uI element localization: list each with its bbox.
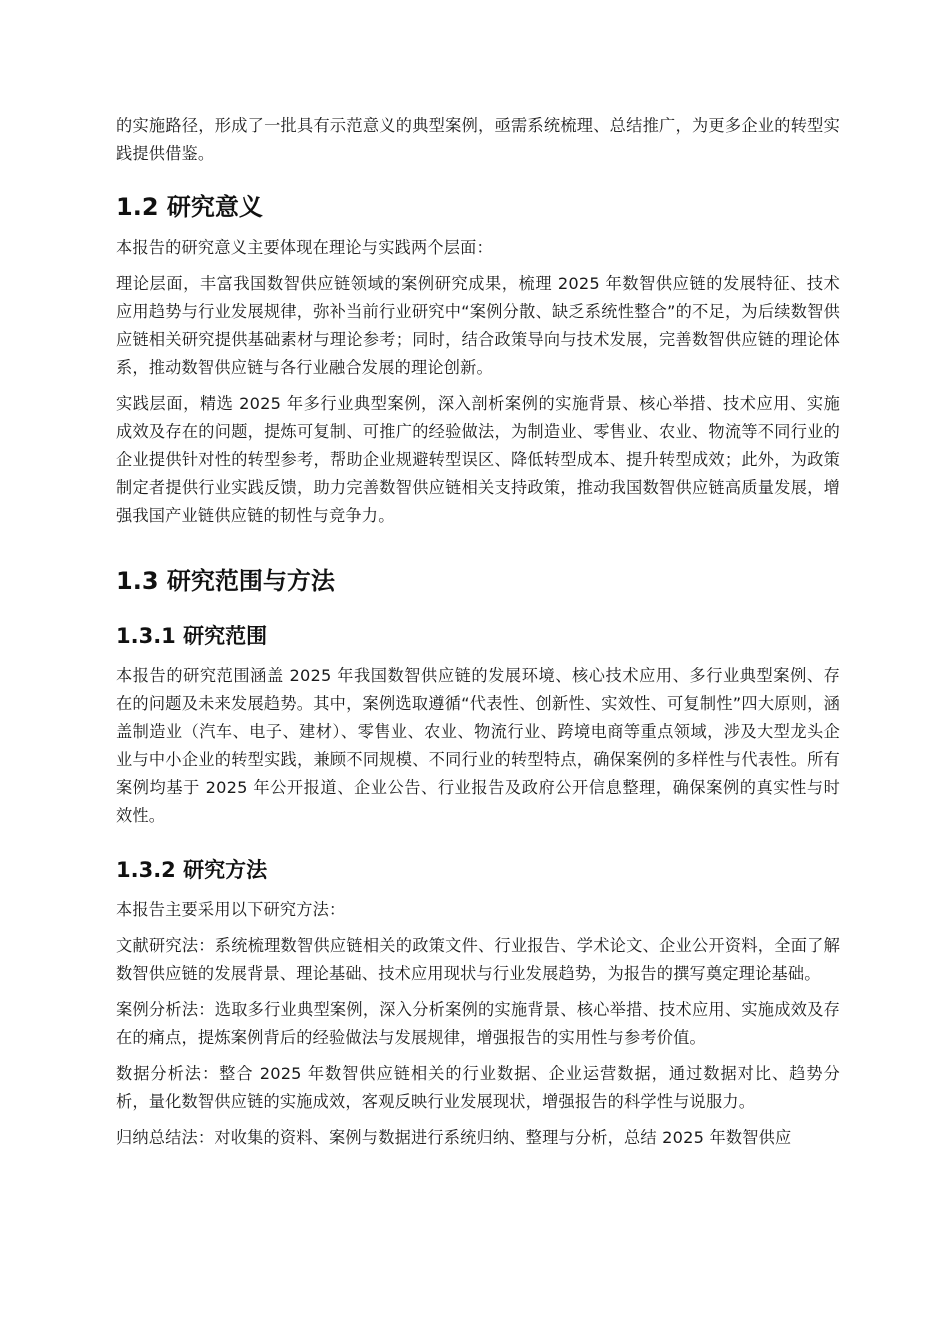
intro-continued-paragraph: 的实施路径，形成了一批具有示范意义的典型案例，亟需系统梳理、总结推广，为更多企业的转型实践提供借鉴。 bbox=[116, 116, 840, 163]
range-paragraph: 本报告的研究范围涵盖 2025 年我国数智供应链的发展环境、核心技术应用、多行业典型案例、存在的问题及未来发展趋势。其中，案例选取遵循“代表性、创新性、实效性、可复制性”四大原则，涵盖制造业（汽车、电子、建材）、零售业、农业、物流行业、跨境电商等重点领域，涉及大型龙头企业与中小企业的转型实践，兼顾不同规模、不同行业的转型特点，确保案例的多样性与代表性。所有案例均基于 2025 年公开报道、企业公告、行业报告及政府公开信息整理，确保案例的真实性与时效性。 bbox=[116, 666, 840, 825]
method-literature-paragraph: 文献研究法：系统梳理数智供应链相关的政策文件、行业报告、学术论文、企业公开资料，全面了解数智供应链的发展背景、理论基础、技术应用现状与行业发展趋势，为报告的撰写奠定理论基础。 bbox=[116, 936, 840, 983]
subsection-heading-range: 1.3.1 研究范围 bbox=[116, 624, 268, 648]
method-data-paragraph: 数据分析法：整合 2025 年数智供应链相关的行业数据、企业运营数据，通过数据对比、趋势分析，量化数智供应链的实施成效，客观反映行业发展现状，增强报告的科学性与说服力。 bbox=[116, 1064, 840, 1111]
significance-intro-paragraph: 本报告的研究意义主要体现在理论与实践两个层面： bbox=[116, 238, 493, 257]
subsection-heading-methods: 1.3.2 研究方法 bbox=[116, 858, 268, 882]
significance-theory-paragraph: 理论层面，丰富我国数智供应链领域的案例研究成果，梳理 2025 年数智供应链的发展特征、技术应用趋势与行业发展规律，弥补当前行业研究中“案例分散、缺乏系统性整合”的不足，为后续数智供应链相关研究提供基础素材与理论参考；同时，结合政策导向与技术发展，完善数智供应链的理论体系，推动数智供应链与各行业融合发展的理论创新。 bbox=[116, 274, 840, 377]
method-case-paragraph: 案例分析法：选取多行业典型案例，深入分析案例的实施背景、核心举措、技术应用、实施成效及存在的痛点，提炼案例背后的经验做法与发展规律，增强报告的实用性与参考价值。 bbox=[116, 1000, 840, 1047]
section-heading-scope-methods: 1.3 研究范围与方法 bbox=[116, 567, 335, 595]
section-heading-significance: 1.2 研究意义 bbox=[116, 193, 263, 221]
document-page bbox=[116, 112, 840, 1160]
significance-practice-paragraph: 实践层面，精选 2025 年多行业典型案例，深入剖析案例的实施背景、核心举措、技术应用、实施成效及存在的问题，提炼可复制、可推广的经验做法，为制造业、零售业、农业、物流等不同行业的企业提供针对性的转型参考，帮助企业规避转型误区、降低转型成本、提升转型成效；此外，为政策制定者提供行业实践反馈，助力完善数智供应链相关支持政策，推动我国数智供应链高质量发展，增强我国产业链供应链的韧性与竞争力。 bbox=[116, 394, 840, 525]
methods-intro-paragraph: 本报告主要采用以下研究方法： bbox=[116, 900, 346, 919]
method-induction-paragraph: 归纳总结法：对收集的资料、案例与数据进行系统归纳、整理与分析，总结 2025 年数智供应 bbox=[116, 1128, 792, 1147]
